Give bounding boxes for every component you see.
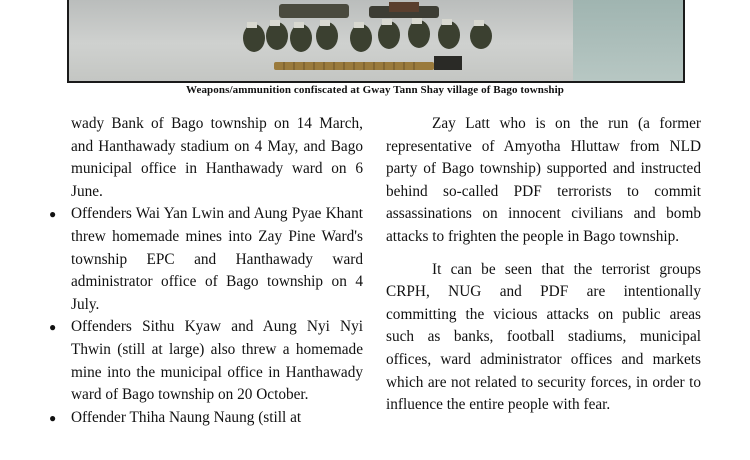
ammo-box [434, 56, 462, 70]
pouch-shape [279, 4, 349, 18]
bullet-dot: ● [49, 410, 57, 425]
weapons-illustration [69, 0, 683, 81]
box-shape [389, 2, 419, 12]
body-paragraph: It can be seen that the terrorist groups CRPH, NUG and PDF are intentionally committing the vicious attacks on public areas such as banks, football stadiums, municipal offices, ward administrator offices and markets which are not related to security forces, in order to influence the entire people with fear. [386, 260, 701, 414]
bullet-item: ● Offenders Wai Yan Lwin and Aung Pyae Khant threw homemade mines into Zay Pine Ward's township EPC and Hanthawady ward administrator office of Bago township on 4 July. [49, 205, 363, 313]
body-paragraph: Zay Latt who is on the run (a former representative of Amyotha Hluttaw from NLD party of Bago township) supported and instructed behind so-called PDF terrorists to commit assassinations on innocent civilians and bomb attacks to frighten the people in Bago township. [386, 115, 701, 245]
bullet-dot: ● [49, 207, 57, 222]
grenades [243, 20, 492, 52]
continuation-paragraph: wady Bank of Bago township on 14 March, and Hanthawady stadium on 4 May, and Bago municipal office in Hanthawady ward on 6 June. [71, 115, 363, 200]
figure-caption: Weapons/ammunition confiscated at Gway Tann Shay village of Bago township [185, 84, 564, 96]
bullet-item: ● Offenders Sithu Kyaw and Aung Nyi Nyi Thwin (still at large) also threw a homemade mine into the municipal office in Hanthawady ward of Bago township on 20 October. [49, 318, 363, 404]
right-column [386, 113, 701, 417]
bullet-dot: ● [49, 320, 57, 335]
bullet-item: ● Offender Thiha Naung Naung (still at [71, 407, 363, 430]
weapons-photo [67, 0, 685, 83]
left-column [49, 113, 363, 429]
